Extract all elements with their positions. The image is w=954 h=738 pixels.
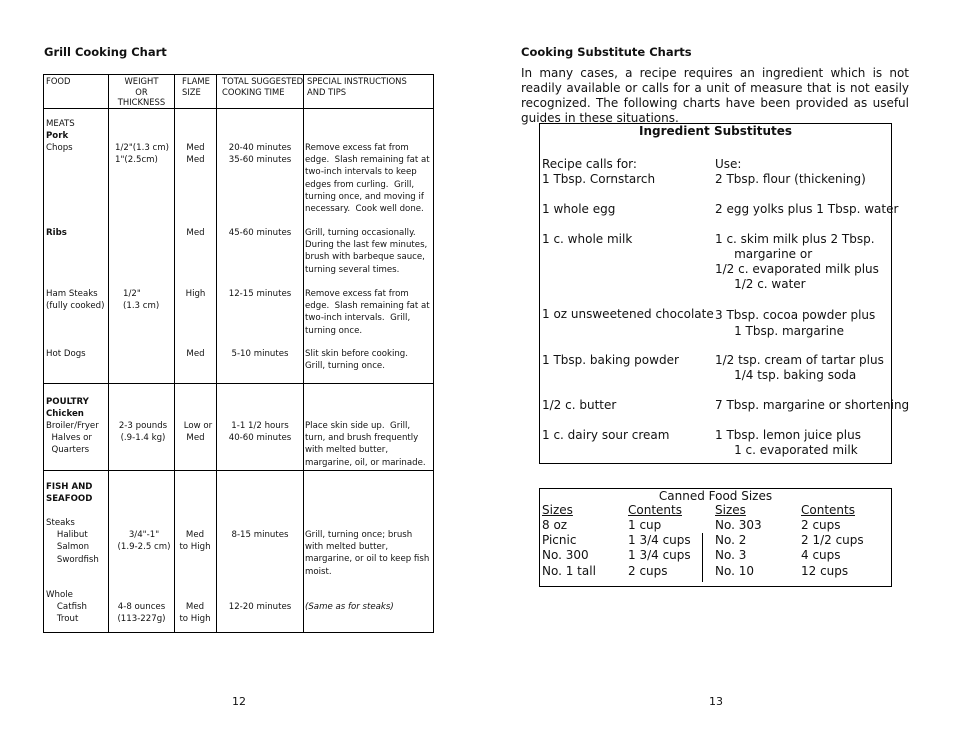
can-contents: 1 3/4 cups (628, 548, 691, 562)
weight-chops-2: 1"(2.5cm) (115, 155, 158, 165)
can-contents: 2 cups (801, 518, 841, 532)
weight-broiler-fryer: 2-3 pounds (.9-1.4 kg) (118, 421, 168, 444)
sub-right: 1 c. skim milk plus 2 Tbsp. margarine or 1/2 c. evaporated milk plus 1/2 c. water (715, 232, 879, 291)
food-hot-dogs: Hot Dogs (46, 349, 86, 359)
section-fish-seafood: FISH AND SEAFOOD (46, 482, 93, 505)
header-contents-right: Contents (801, 503, 855, 517)
grill-cooking-table (43, 74, 434, 633)
time-whole-fish: 12-20 minutes (228, 602, 292, 612)
can-size: 8 oz (542, 518, 568, 532)
time-broiler-fryer-1: 1-1 1/2 hours (231, 421, 289, 431)
instr-hot-dogs: Slit skin before cooking. Grill, turning once. (305, 349, 408, 372)
food-whole-fish: Whole Catfish Trout (46, 590, 87, 625)
time-ham-steaks: 12-15 minutes (228, 289, 292, 299)
header-contents-left: Contents (628, 503, 682, 517)
sub-left: 1 c. whole milk (542, 232, 633, 246)
time-broiler-fryer-2: 40-60 minutes (228, 433, 292, 443)
header-weight: WEIGHT OR THICKNESS (117, 76, 166, 107)
header-instructions: SPECIAL INSTRUCTIONS AND TIPS (307, 76, 407, 97)
can-size: No. 10 (715, 564, 755, 578)
time-chops-1: 20-40 minutes (228, 143, 292, 153)
recipe-calls-for-header: Recipe calls for: (542, 157, 637, 171)
grill-chart-title: Grill Cooking Chart (44, 45, 167, 59)
use-header: Use: (715, 157, 742, 171)
ingredient-substitutes-title: Ingredient Substitutes (638, 124, 793, 138)
section-poultry: POULTRY (46, 397, 89, 407)
time-fish-steaks: 8-15 minutes (231, 530, 289, 540)
can-contents: 2 cups (628, 564, 668, 578)
section-meats: MEATS (46, 119, 75, 129)
subsection-pork: Pork (46, 131, 69, 141)
subsection-chicken: Chicken (46, 409, 84, 419)
food-fish-steaks: Steaks Halibut Salmon Swordfish (46, 518, 99, 565)
can-size: Picnic (542, 533, 577, 547)
can-size: No. 1 tall (542, 564, 596, 578)
flame-chops-2: Med (186, 155, 205, 165)
sub-right: 1 Tbsp. lemon juice plus 1 c. evaporated milk (715, 428, 861, 457)
sub-left: 1 Tbsp. baking powder (542, 353, 679, 367)
header-time: TOTAL SUGGESTED COOKING TIME (222, 76, 304, 97)
instr-whole-fish: (Same as for steaks) (305, 602, 394, 612)
instr-ham-steaks: Remove excess fat from edge. Slash remaining fat at two-inch intervals. Grill, turning once. (305, 289, 430, 336)
sub-left: 1/2 c. butter (542, 398, 617, 412)
instr-broiler-fryer: Place skin side up. Grill, turn, and brush frequently with melted butter, margarine, oil, or marinade. (305, 421, 426, 468)
instr-chops: Remove excess fat from edge. Slash remaining fat at two-inch intervals to keep edges from curling. Grill, turning once, and moving if necessary. Cook well done. (305, 143, 430, 215)
canned-food-sizes-table (539, 488, 892, 587)
weight-chops-1: 1/2"(1.3 cm) (115, 143, 169, 153)
food-chops: Chops (46, 143, 73, 153)
can-size: No. 300 (542, 548, 589, 562)
header-food: FOOD (46, 76, 71, 86)
flame-fish-steaks: Med to High (179, 530, 211, 553)
sub-left: 1 whole egg (542, 202, 616, 216)
ingredient-substitutes-table (539, 123, 910, 464)
flame-ribs: Med (186, 228, 205, 238)
weight-fish-steaks: 3/4"-1" (1.9-2.5 cm) (117, 530, 171, 553)
can-contents: 1 3/4 cups (628, 533, 691, 547)
page-number-left: 12 (232, 695, 246, 708)
page-number-right: 13 (709, 695, 723, 708)
instr-fish-steaks: Grill, turning once; brush with melted butter, margarine, or oil to keep fish moist. (305, 530, 430, 577)
time-hot-dogs: 5-10 minutes (231, 349, 289, 359)
can-contents: 4 cups (801, 548, 841, 562)
can-contents: 12 cups (801, 564, 849, 578)
flame-chops-1: Med (186, 143, 205, 153)
food-ham-steaks: Ham Steaks (fully cooked) (46, 289, 105, 312)
substitute-charts-title: Cooking Substitute Charts (521, 45, 692, 59)
canned-food-sizes-title: Canned Food Sizes (658, 489, 773, 503)
instr-ribs: Grill, turning occasionally. During the last few minutes, brush with barbeque sauce, turning several times. (305, 228, 428, 275)
sub-right: 3 Tbsp. cocoa powder plus 1 Tbsp. margarine (715, 308, 876, 338)
column-divider (702, 533, 703, 582)
flame-whole-fish: Med to High (179, 602, 211, 625)
header-sizes-left: Sizes (542, 503, 573, 517)
time-ribs: 45-60 minutes (228, 228, 292, 238)
can-contents: 1 cup (628, 518, 662, 532)
sub-left: 1 Tbsp. Cornstarch (542, 172, 656, 186)
time-chops-2: 35-60 minutes (228, 155, 292, 165)
header-sizes-right: Sizes (715, 503, 746, 517)
flame-ham-steaks: High (185, 289, 206, 299)
sub-left: 1 c. dairy sour cream (542, 428, 670, 442)
header-flame: FLAME SIZE (182, 76, 210, 97)
sub-right: 7 Tbsp. margarine or shortening (715, 398, 910, 412)
food-ribs: Ribs (46, 228, 67, 238)
intro-paragraph: In many cases, a recipe requires an ingredient which is not readily available or calls for a unit of measure that is not easily recognized. The following charts have been provided as useful guides in these situations. (521, 66, 909, 125)
sub-right: 1/2 tsp. cream of tartar plus 1/4 tsp. baking soda (715, 353, 884, 382)
flame-broiler-fryer-2: Med (186, 433, 205, 443)
food-broiler-fryer: Broiler/Fryer Halves or Quarters (46, 421, 99, 456)
can-size: No. 303 (715, 518, 762, 532)
can-contents: 2 1/2 cups (801, 533, 864, 547)
weight-ham-steaks: 1/2" (1.3 cm) (123, 289, 160, 312)
weight-whole-fish: 4-8 ounces (113-227g) (117, 602, 166, 625)
can-size: No. 3 (715, 548, 747, 562)
flame-broiler-fryer-1: Low or (183, 421, 213, 431)
sub-right: 2 egg yolks plus 1 Tbsp. water (715, 202, 899, 216)
flame-hot-dogs: Med (186, 349, 205, 359)
sub-left: 1 oz unsweetened chocolate (542, 307, 714, 321)
can-size: No. 2 (715, 533, 747, 547)
sub-right: 2 Tbsp. flour (thickening) (715, 172, 866, 186)
